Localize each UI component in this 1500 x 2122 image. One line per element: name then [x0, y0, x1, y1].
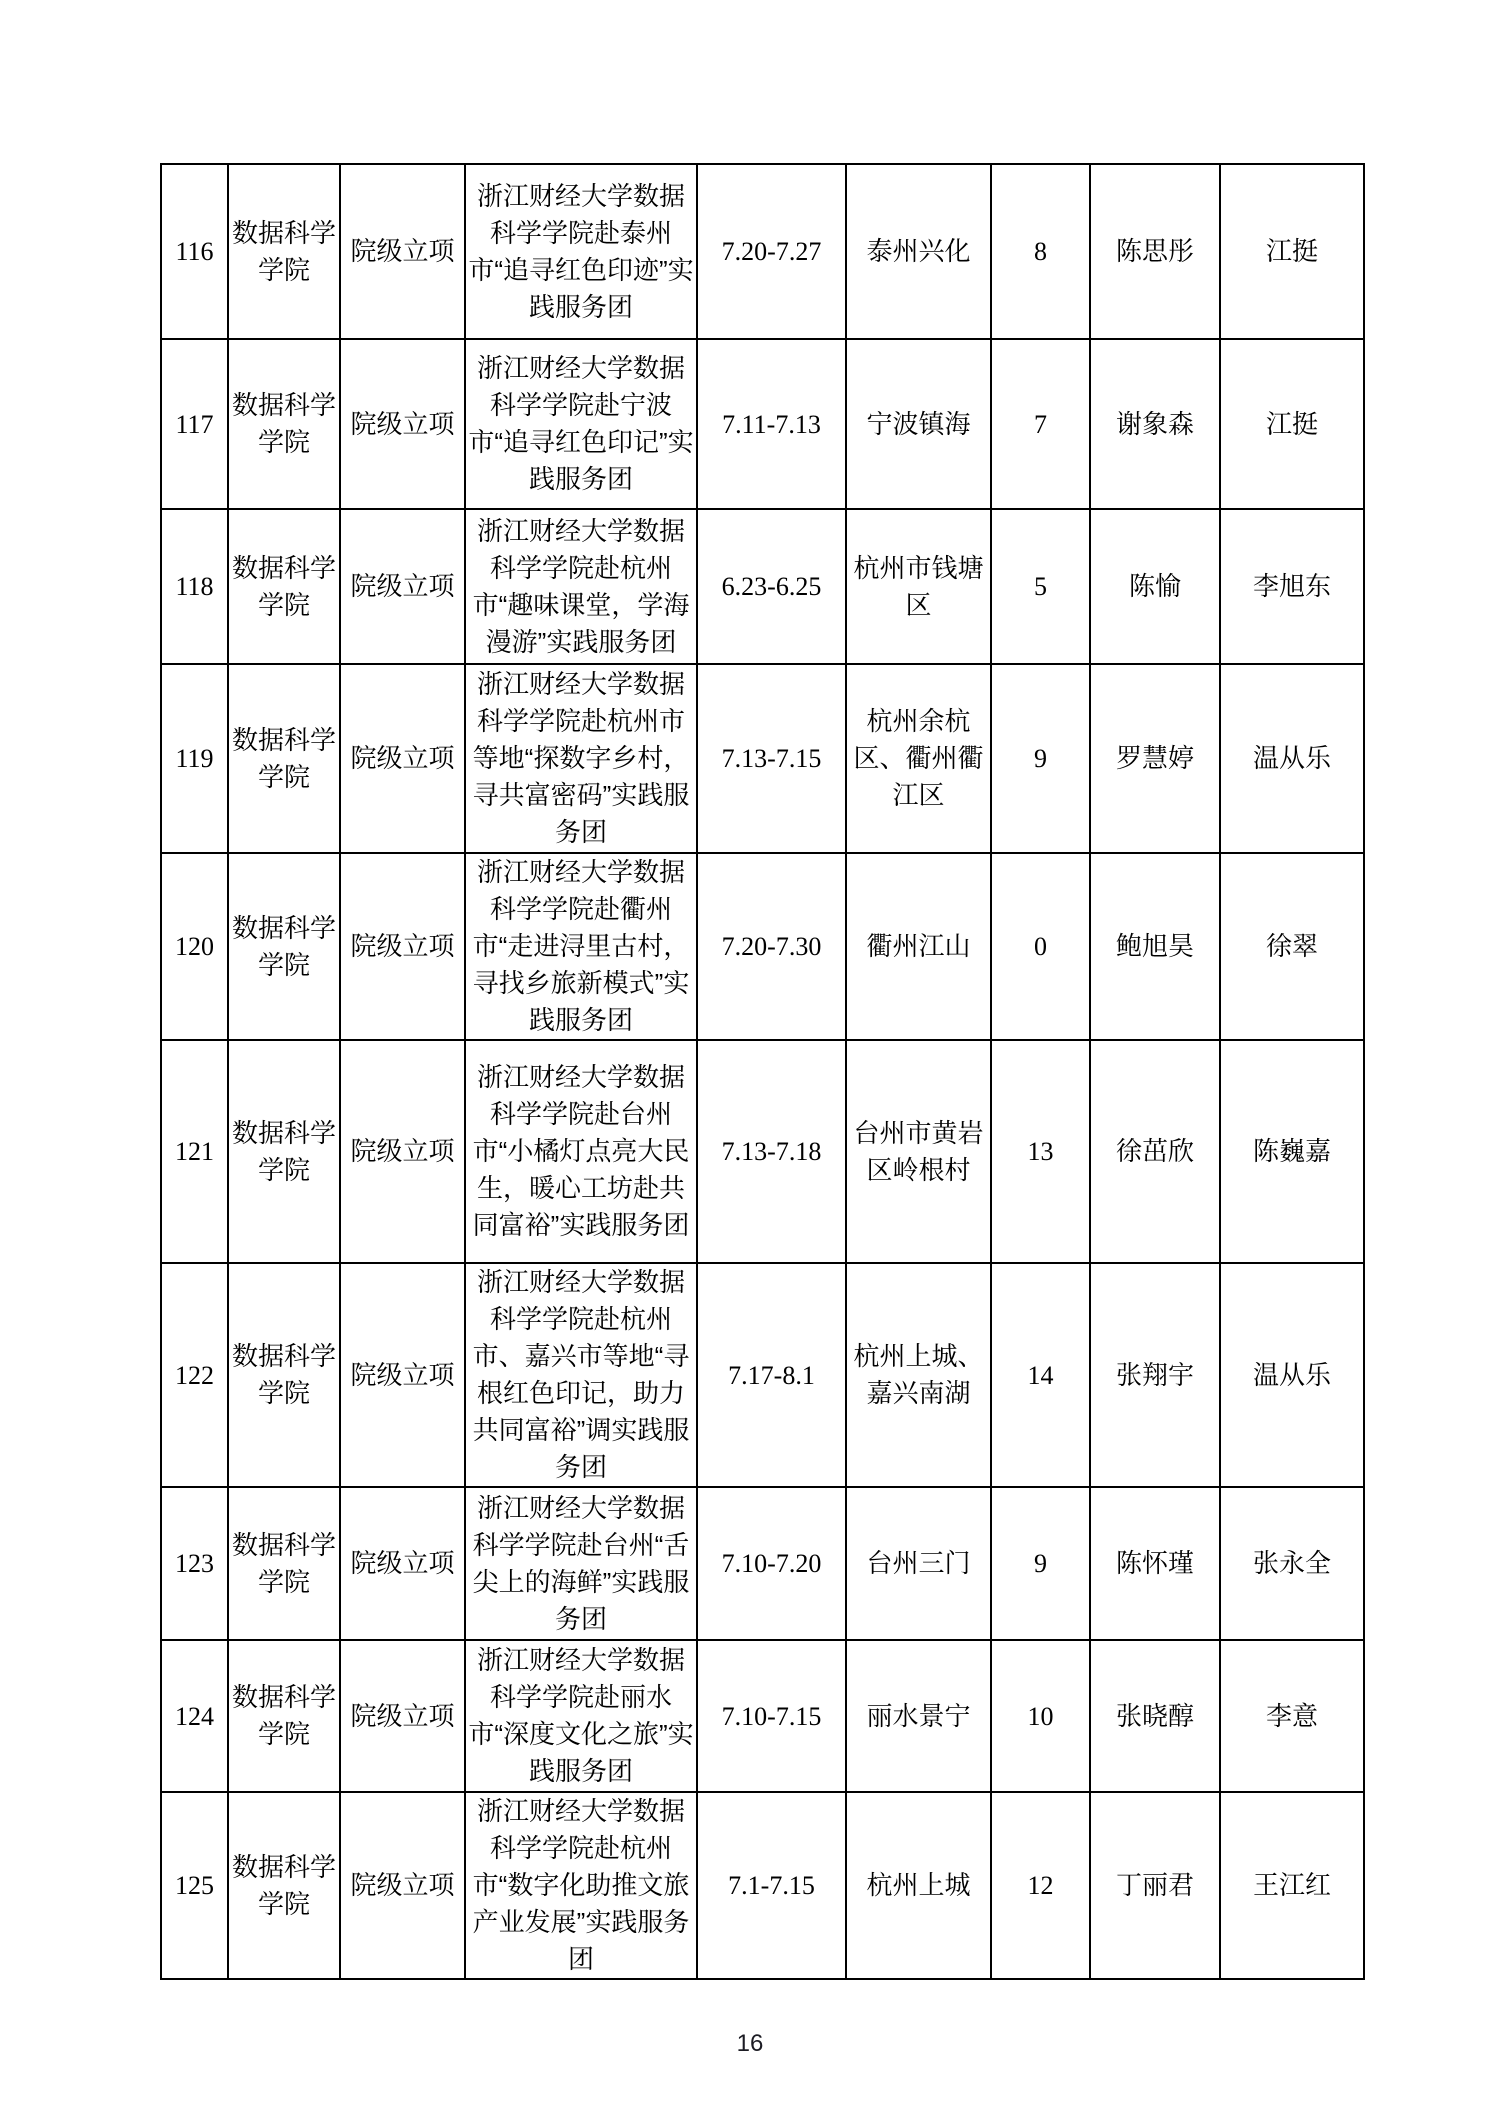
- column-team-name-cell: 浙江财经大学数据科学学院赴杭州市“趣味课堂，学海漫游”实践服务团: [465, 509, 697, 664]
- column-team-leader-cell: 徐茁欣: [1090, 1040, 1220, 1263]
- column-college-cell: 数据科学学院: [228, 339, 340, 509]
- column-advisor-cell: 王江红: [1220, 1792, 1364, 1979]
- column-team-name-cell: 浙江财经大学数据科学学院赴杭州市、嘉兴市等地“寻根红色印记，助力共同富裕”调实践服务团: [465, 1263, 697, 1487]
- column-number-cell: 117: [161, 339, 228, 509]
- column-dates-cell: 7.1-7.15: [697, 1792, 846, 1979]
- column-number-cell: 125: [161, 1792, 228, 1979]
- column-college-cell: 数据科学学院: [228, 1263, 340, 1487]
- column-dates-cell: 7.11-7.13: [697, 339, 846, 509]
- column-dates-cell: 7.13-7.18: [697, 1040, 846, 1263]
- column-team-leader-cell: 陈愉: [1090, 509, 1220, 664]
- table-row: [161, 1640, 1364, 1792]
- column-advisor-cell: 徐翠: [1220, 853, 1364, 1040]
- column-location-cell: 杭州市钱塘区: [846, 509, 991, 664]
- column-team-leader-cell: 谢象森: [1090, 339, 1220, 509]
- column-location-cell: 台州市黄岩区岭根村: [846, 1040, 991, 1263]
- column-project-level-cell: 院级立项: [340, 1263, 465, 1487]
- column-location-cell: 衢州江山: [846, 853, 991, 1040]
- column-member-count-cell: 7: [991, 339, 1090, 509]
- column-team-name-cell: 浙江财经大学数据科学学院赴杭州市“数字化助推文旅产业发展”实践服务团: [465, 1792, 697, 1979]
- table-row: [161, 164, 1364, 339]
- column-member-count-cell: 14: [991, 1263, 1090, 1487]
- column-team-name-cell: 浙江财经大学数据科学学院赴丽水市“深度文化之旅”实践服务团: [465, 1640, 697, 1792]
- column-team-leader-cell: 陈思彤: [1090, 164, 1220, 339]
- column-team-leader-cell: 张翔宇: [1090, 1263, 1220, 1487]
- column-dates-cell: 7.13-7.15: [697, 664, 846, 853]
- column-college-cell: 数据科学学院: [228, 1640, 340, 1792]
- table-row: [161, 339, 1364, 509]
- column-advisor-cell: 张永全: [1220, 1487, 1364, 1640]
- column-number-cell: 121: [161, 1040, 228, 1263]
- column-number-cell: 120: [161, 853, 228, 1040]
- column-number-cell: 118: [161, 509, 228, 664]
- column-location-cell: 丽水景宁: [846, 1640, 991, 1792]
- column-dates-cell: 7.17-8.1: [697, 1263, 846, 1487]
- table-row: [161, 509, 1364, 664]
- column-member-count-cell: 12: [991, 1792, 1090, 1979]
- column-location-cell: 宁波镇海: [846, 339, 991, 509]
- column-member-count-cell: 13: [991, 1040, 1090, 1263]
- column-advisor-cell: 温从乐: [1220, 1263, 1364, 1487]
- column-college-cell: 数据科学学院: [228, 853, 340, 1040]
- column-advisor-cell: 陈巍嘉: [1220, 1040, 1364, 1263]
- column-member-count-cell: 8: [991, 164, 1090, 339]
- column-member-count-cell: 10: [991, 1640, 1090, 1792]
- column-location-cell: 泰州兴化: [846, 164, 991, 339]
- column-number-cell: 124: [161, 1640, 228, 1792]
- column-team-name-cell: 浙江财经大学数据科学学院赴台州市“小橘灯点亮大民生，暖心工坊赴共同富裕”实践服务团: [465, 1040, 697, 1263]
- column-project-level-cell: 院级立项: [340, 853, 465, 1040]
- table-body: [161, 164, 1364, 1979]
- column-dates-cell: 7.10-7.20: [697, 1487, 846, 1640]
- table-row: [161, 1263, 1364, 1487]
- column-dates-cell: 7.20-7.27: [697, 164, 846, 339]
- column-advisor-cell: 李旭东: [1220, 509, 1364, 664]
- column-member-count-cell: 5: [991, 509, 1090, 664]
- column-project-level-cell: 院级立项: [340, 664, 465, 853]
- table-row: [161, 1487, 1364, 1640]
- column-location-cell: 台州三门: [846, 1487, 991, 1640]
- column-college-cell: 数据科学学院: [228, 164, 340, 339]
- column-location-cell: 杭州上城: [846, 1792, 991, 1979]
- column-college-cell: 数据科学学院: [228, 664, 340, 853]
- column-college-cell: 数据科学学院: [228, 1040, 340, 1263]
- column-team-leader-cell: 丁丽君: [1090, 1792, 1220, 1979]
- column-team-leader-cell: 罗慧婷: [1090, 664, 1220, 853]
- column-project-level-cell: 院级立项: [340, 339, 465, 509]
- column-team-leader-cell: 陈怀瑾: [1090, 1487, 1220, 1640]
- table-row: [161, 1792, 1364, 1979]
- column-college-cell: 数据科学学院: [228, 509, 340, 664]
- column-member-count-cell: 9: [991, 664, 1090, 853]
- column-team-name-cell: 浙江财经大学数据科学学院赴泰州市“追寻红色印迹”实践服务团: [465, 164, 697, 339]
- column-member-count-cell: 9: [991, 1487, 1090, 1640]
- column-project-level-cell: 院级立项: [340, 164, 465, 339]
- column-dates-cell: 6.23-6.25: [697, 509, 846, 664]
- column-project-level-cell: 院级立项: [340, 1040, 465, 1263]
- column-college-cell: 数据科学学院: [228, 1792, 340, 1979]
- table-row: [161, 1040, 1364, 1263]
- table-row: [161, 853, 1364, 1040]
- column-number-cell: 122: [161, 1263, 228, 1487]
- page-number: 16: [736, 2030, 764, 2057]
- column-project-level-cell: 院级立项: [340, 1792, 465, 1979]
- column-project-level-cell: 院级立项: [340, 1487, 465, 1640]
- column-dates-cell: 7.20-7.30: [697, 853, 846, 1040]
- column-advisor-cell: 江挺: [1220, 164, 1364, 339]
- column-team-name-cell: 浙江财经大学数据科学学院赴杭州市等地“探数字乡村，寻共富密码”实践服务团: [465, 664, 697, 853]
- column-location-cell: 杭州余杭区、衢州衢江区: [846, 664, 991, 853]
- column-advisor-cell: 江挺: [1220, 339, 1364, 509]
- column-team-name-cell: 浙江财经大学数据科学学院赴台州“舌尖上的海鲜”实践服务团: [465, 1487, 697, 1640]
- practice-table: [160, 163, 1365, 1980]
- column-project-level-cell: 院级立项: [340, 509, 465, 664]
- column-member-count-cell: 0: [991, 853, 1090, 1040]
- column-dates-cell: 7.10-7.15: [697, 1640, 846, 1792]
- column-team-leader-cell: 张晓醇: [1090, 1640, 1220, 1792]
- column-number-cell: 119: [161, 664, 228, 853]
- column-location-cell: 杭州上城、嘉兴南湖: [846, 1263, 991, 1487]
- column-number-cell: 116: [161, 164, 228, 339]
- table-row: [161, 664, 1364, 853]
- column-advisor-cell: 李意: [1220, 1640, 1364, 1792]
- column-project-level-cell: 院级立项: [340, 1640, 465, 1792]
- column-advisor-cell: 温从乐: [1220, 664, 1364, 853]
- column-number-cell: 123: [161, 1487, 228, 1640]
- column-team-name-cell: 浙江财经大学数据科学学院赴宁波市“追寻红色印记”实践服务团: [465, 339, 697, 509]
- column-college-cell: 数据科学学院: [228, 1487, 340, 1640]
- column-team-leader-cell: 鲍旭昊: [1090, 853, 1220, 1040]
- column-team-name-cell: 浙江财经大学数据科学学院赴衢州市“走进浔里古村，寻找乡旅新模式”实践服务团: [465, 853, 697, 1040]
